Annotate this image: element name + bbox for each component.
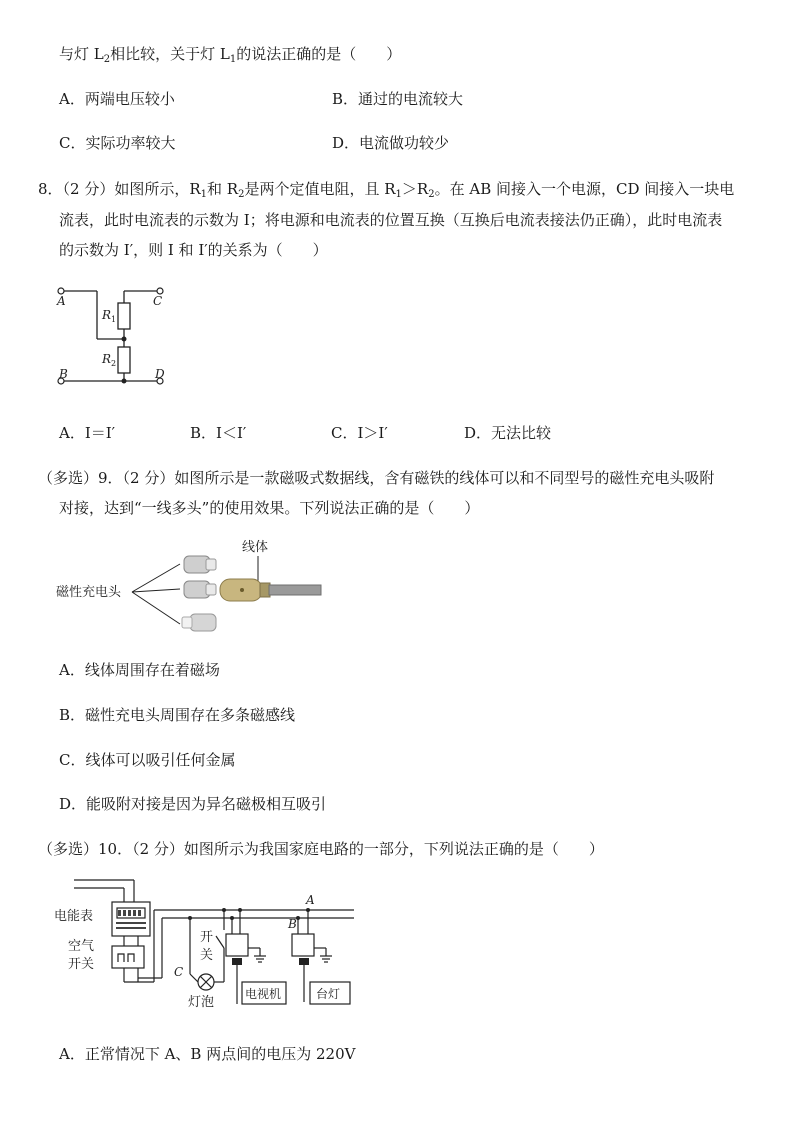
q10-household-circuit-diagram [54,878,359,1018]
q10-option-a[interactable]: A．正常情况下 A、B 两点间的电压为 220V [59,1045,356,1063]
q7-option-b[interactable]: B．通过的电流较大 [332,90,464,108]
q10-label-breaker-2: 开关 [68,957,95,972]
q8-option-b[interactable]: B．I＜I′ [190,424,247,442]
q8-stem-line1: 8．（2 分）如图所示，$R_1$和 $R_2$是两个定值电阻，且 $R_1>R_2$。在 AB 间接入一个电源，CD 间接入一块电 [38,180,735,200]
q10-label-b: B [288,917,297,931]
q7-option-a[interactable]: A．两端电压较小 [59,90,175,108]
q9-magnetic-cable-figure [56,534,326,646]
q8-stem-line2: 流表，此时电流表的示数为 I；将电源和电流表的位置互换（互换后电流表接法仍正确），此时电流表 [59,211,723,229]
q9-option-d[interactable]: D．能吸附对接是因为异名磁极相互吸引 [59,795,327,813]
q9-label-heads: 磁性充电头 [56,585,122,600]
q10-label-lamp: 台灯 [316,987,341,1001]
q9-stem-line1: （多选）9．（2 分）如图所示是一款磁吸式数据线，含有磁铁的线体可以和不同型号的磁性充电头吸附 [38,469,715,487]
q7-option-d[interactable]: D．电流做功较少 [332,134,450,152]
q9-stem-line2: 对接，达到“一线多头”的使用效果。下列说法正确的是（ ） [59,499,480,517]
q9-label-body: 线体 [242,540,269,555]
q8-option-d[interactable]: D．无法比较 [464,424,552,442]
q10-stem: （多选）10．（2 分）如图所示为我国家庭电路的一部分，下列说法正确的是（ ） [38,840,604,858]
q8-label-d: D [155,367,165,381]
charging-head-2 [184,581,216,598]
q8-label-c: C [153,294,163,308]
q10-label-bulb: 灯泡 [188,995,215,1010]
cable-body [220,579,321,601]
q8-stem-line3: 的示数为 I′，则 I 和 I′的关系为（ ） [59,241,328,259]
q10-label-switch-1: 开 [200,930,214,945]
q8-label-a: A [57,294,66,308]
q8-option-c[interactable]: C．I＞I′ [331,424,388,442]
q8-label-b: B [59,367,68,381]
q9-option-a[interactable]: A．线体周围存在着磁场 [59,661,220,679]
q9-option-b[interactable]: B．磁性充电头周围存在多条磁感线 [59,706,296,724]
q10-label-meter: 电能表 [54,909,94,924]
q10-label-c: C [174,965,184,979]
q7-option-c[interactable]: C．实际功率较大 [59,134,176,152]
q8-label-r2: $R_2$ [102,352,117,368]
q10-label-breaker-1: 空气 [68,939,95,954]
q9-option-c[interactable]: C．线体可以吸引任何金属 [59,751,236,769]
q10-label-switch-2: 关 [200,948,214,963]
q8-option-a[interactable]: A．I＝I′ [59,424,116,442]
charging-head-1 [184,556,216,573]
q10-label-tv: 电视机 [245,987,282,1001]
charging-head-3 [182,614,216,631]
q10-label-a: A [306,893,315,907]
q7-stem: 与灯 $L_2$相比较，关于灯 $L_1$的说法正确的是（ ） [59,45,402,65]
q8-label-r1: $R_1$ [102,308,117,324]
q8-circuit-diagram [52,283,172,395]
